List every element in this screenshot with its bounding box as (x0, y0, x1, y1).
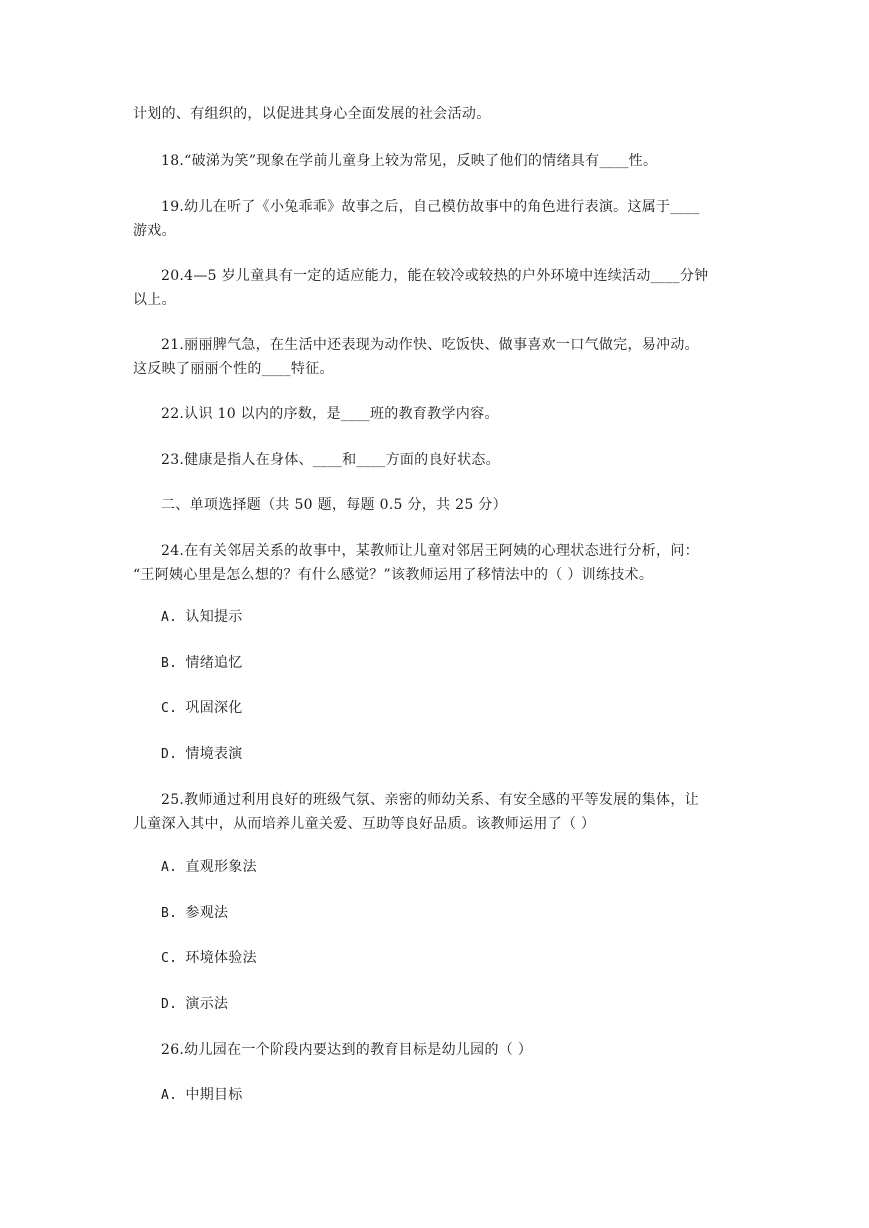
option-letter: D. (161, 747, 178, 762)
option-letter: C. (161, 951, 178, 966)
question-19-line-1: 19.幼儿在听了《小兔乖乖》故事之后，自己模仿故事中的角色进行表演。这属于____ (161, 199, 700, 215)
q24-option-b (161, 653, 771, 674)
section-heading: 二、单项选择题（共 50 题，每题 0.5 分，共 25 分） (161, 497, 507, 513)
option-text: 演示法 (185, 996, 229, 1012)
question-22: 22.认识 10 以内的序数，是____班的教育教学内容。 (161, 406, 499, 422)
option-text: 认知提示 (185, 609, 243, 625)
question-24-line-2: “王阿姨心里是怎么想的？有什么感觉？”该教师运用了移情法中的（ ）训练技术。 (133, 567, 654, 583)
question-21-line-1: 21.丽丽脾气急，在生活中还表现为动作快、吃饭快、做事喜欢一口气做完，易冲动。 (161, 337, 699, 353)
question-18: 18.“破涕为笑”现象在学前儿童身上较为常见，反映了他们的情绪具有____性。 (161, 153, 658, 169)
option-letter: A. (161, 860, 178, 875)
q24-option-d (161, 744, 771, 765)
q26-option-a (161, 1085, 771, 1106)
question-20-line-1: 20.4—5 岁儿童具有一定的适应能力，能在较冷或较热的户外环境中连续活动____分钟 (161, 268, 709, 284)
option-text: 环境体验法 (185, 950, 257, 966)
option-letter: A. (161, 610, 178, 625)
question-25-line-2: 儿童深入其中，从而培养儿童关爱、互助等良好品质。该教师运用了（ ） (133, 816, 596, 832)
q25-option-b (161, 903, 771, 924)
option-text: 直观形象法 (185, 859, 257, 875)
question-23: 23.健康是指人在身体、____和____方面的良好状态。 (161, 452, 500, 468)
option-text: 情境表演 (185, 746, 243, 762)
option-letter: D. (161, 997, 178, 1012)
option-text: 巩固深化 (185, 700, 243, 716)
question-19-line-2: 游戏。 (133, 223, 176, 239)
q24-option-a (161, 607, 771, 628)
option-text: 情绪追忆 (185, 655, 243, 671)
q25-option-a (161, 857, 771, 878)
option-letter: B. (161, 656, 178, 671)
option-letter: A. (161, 1088, 178, 1103)
question-25-line-1: 25.教师通过利用良好的班级气氛、亲密的师幼关系、有安全感的平等发展的集体，让 (161, 792, 699, 808)
option-letter: C. (161, 701, 178, 716)
paragraph-continuation: 计划的、有组织的，以促进其身心全面发展的社会活动。 (133, 106, 491, 122)
q25-option-c (161, 948, 771, 969)
option-letter: B. (161, 906, 178, 921)
option-text: 参观法 (185, 905, 229, 921)
option-text: 中期目标 (185, 1087, 243, 1103)
question-26: 26.幼儿园在一个阶段内要达到的教育目标是幼儿园的（ ） (161, 1042, 533, 1058)
q25-option-d (161, 994, 771, 1015)
q24-option-c (161, 698, 771, 719)
question-20-line-2: 以上。 (133, 292, 176, 308)
question-21-line-2: 这反映了丽丽个性的____特征。 (133, 361, 334, 377)
question-24-line-1: 24.在有关邻居关系的故事中，某教师让儿童对邻居王阿姨的心理状态进行分析，问： (161, 543, 699, 559)
